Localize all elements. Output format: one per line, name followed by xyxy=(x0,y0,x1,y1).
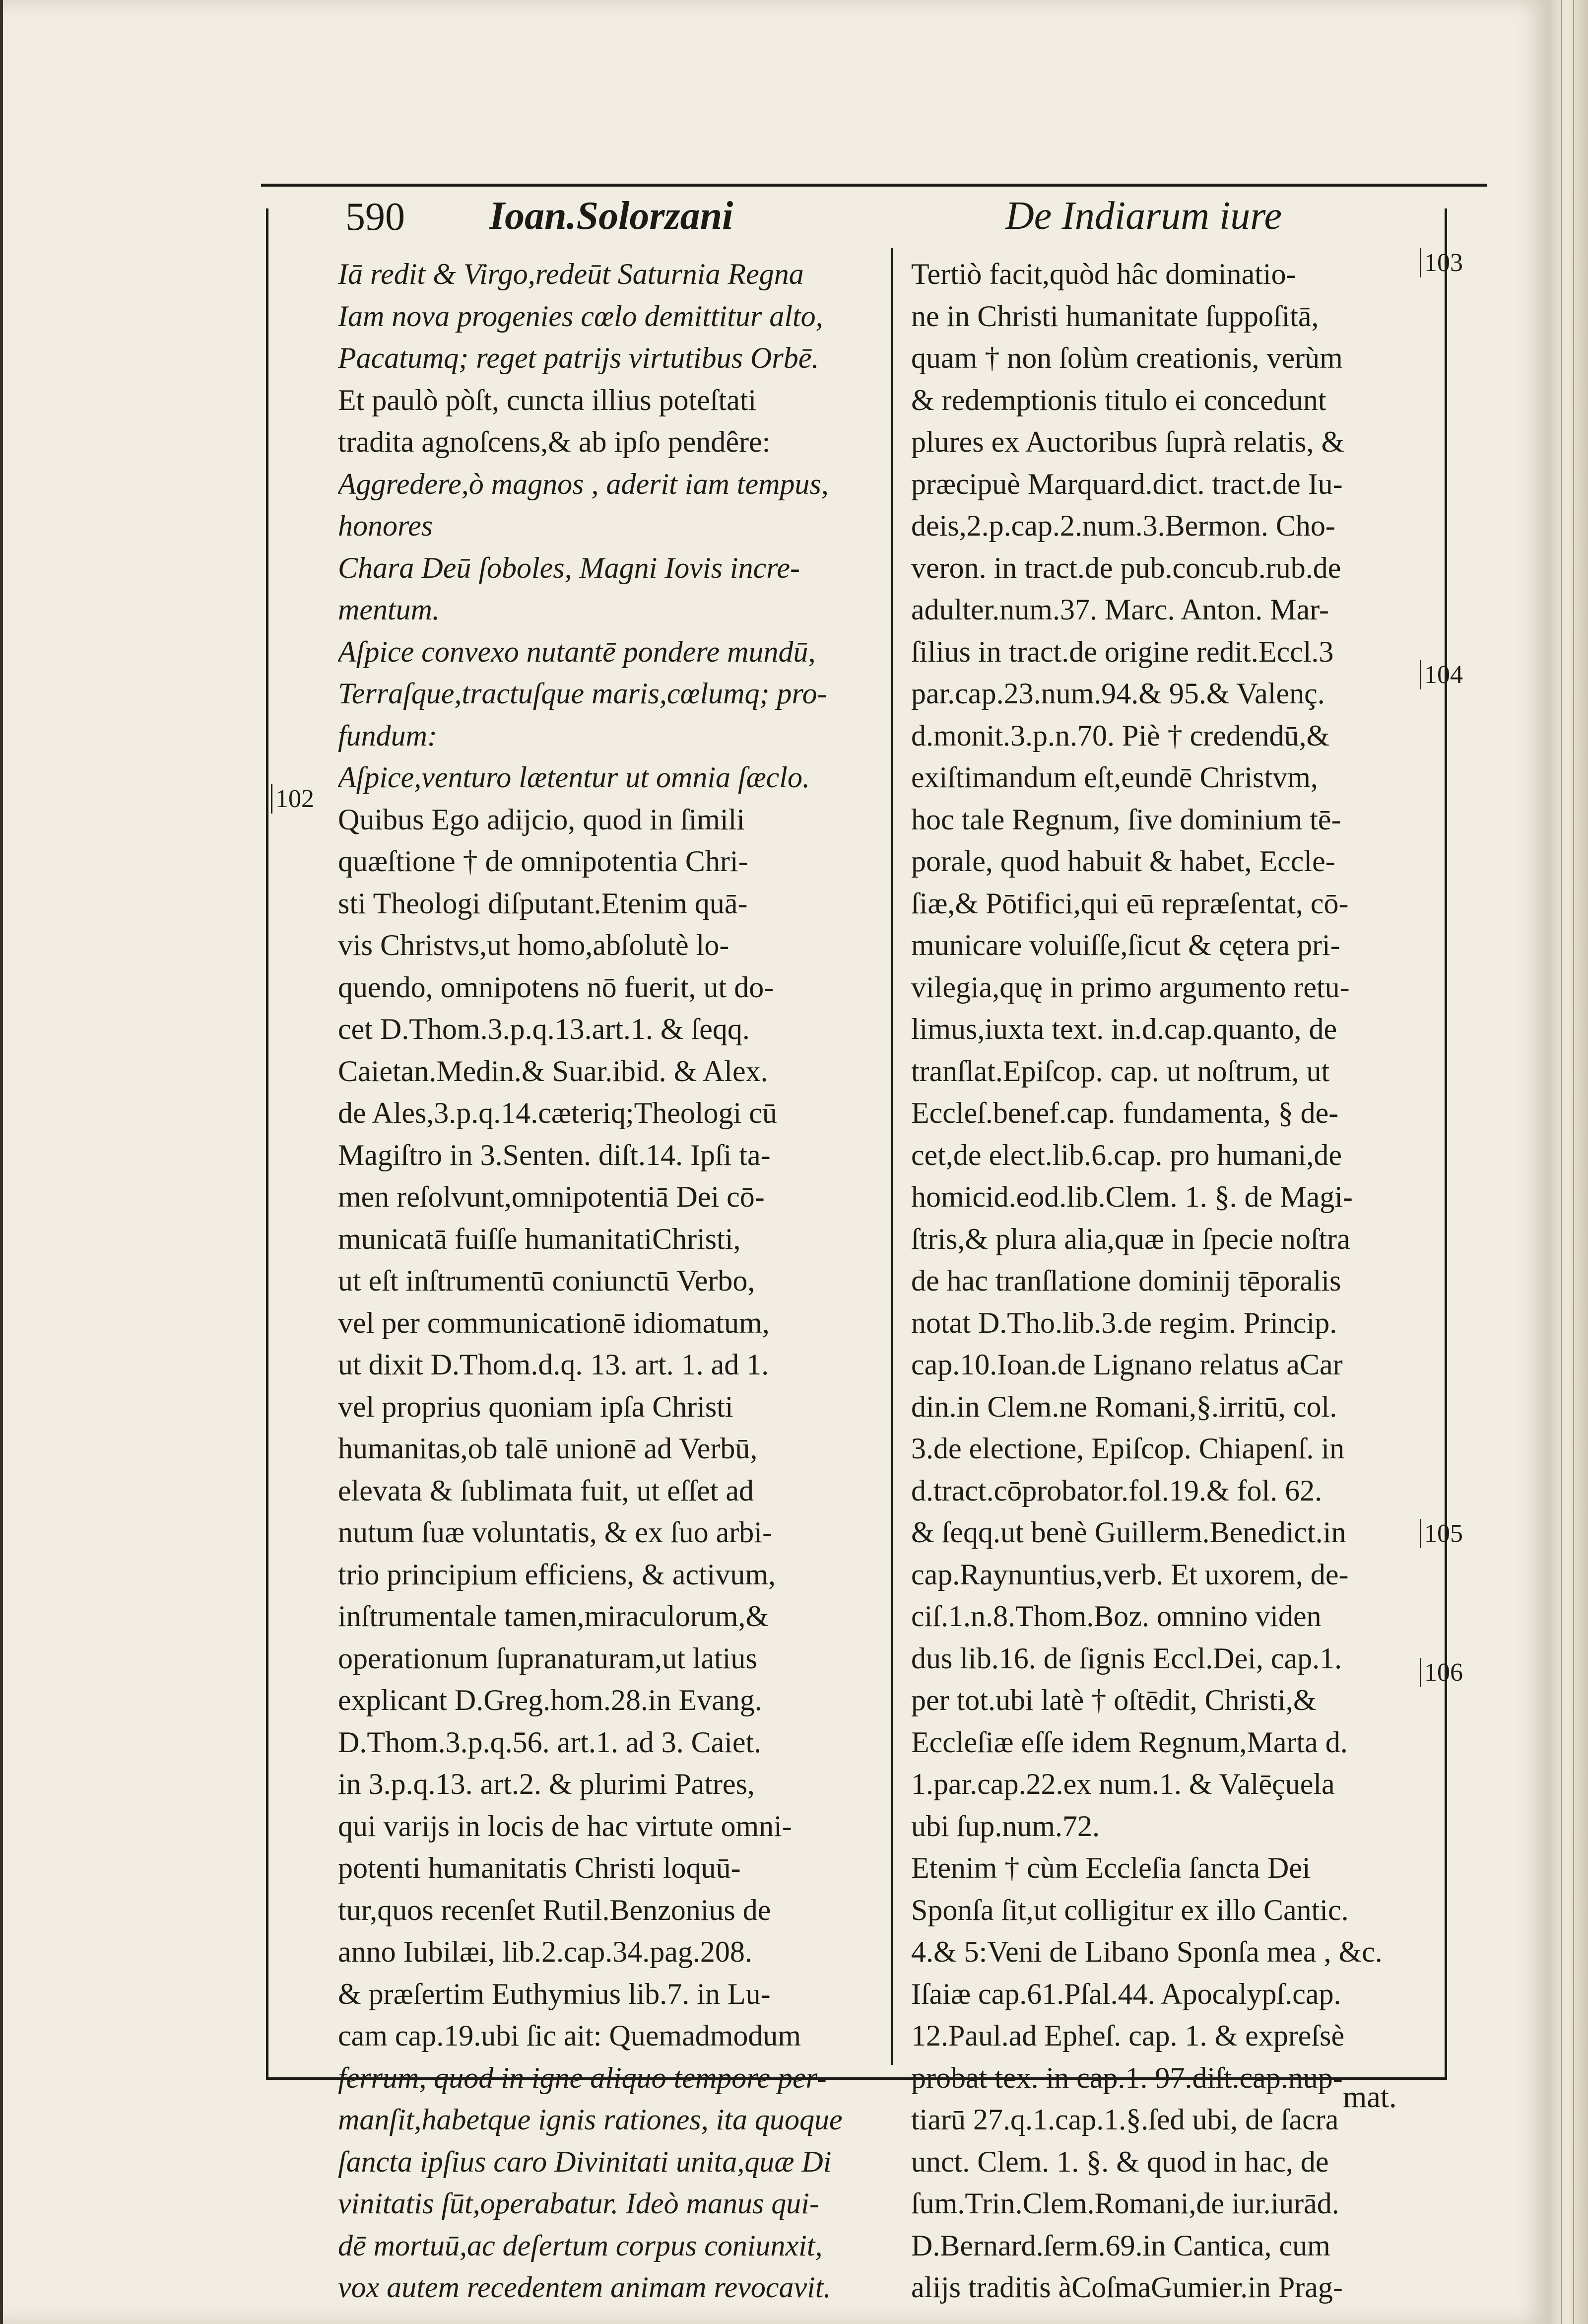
text-line: ferrum, quod in igne aliquo tempore per- xyxy=(338,2061,827,2094)
text-line: sti Theologi diſputant.Etenim quā- xyxy=(338,887,748,920)
text-line: tur,quos recenſet Rutil.Benzonius de xyxy=(338,1893,771,1926)
text-line: ſilius in tract.de origine redit.Eccl.3 xyxy=(911,635,1334,668)
text-line: de hac tranſlatione dominij tēporalis xyxy=(911,1264,1341,1297)
text-line: vis Christvs,ut homo,abſolutè lo- xyxy=(338,929,729,961)
text-line: & ſeqq.ut benè Guillerm.Benedict.in xyxy=(911,1516,1346,1549)
text-line: municatā fuiſſe humanitatiChristi, xyxy=(338,1222,741,1255)
running-author: Ioan.Solorzani xyxy=(489,194,733,238)
text-line: D.Bernard.ſerm.69.in Cantica, cum xyxy=(911,2229,1330,2262)
text-line: honores xyxy=(338,509,433,542)
text-line: d.tract.cōprobator.fol.19.& fol. 62. xyxy=(911,1474,1323,1507)
left-column xyxy=(338,253,899,2309)
text-line: Iſaiæ cap.61.Pſal.44. Apocalypſ.cap. xyxy=(911,1977,1341,2010)
text-line: deis,2.p.cap.2.num.3.Bermon. Cho- xyxy=(911,509,1335,542)
margin-number-106: 106 xyxy=(1420,1658,1466,1687)
right-column xyxy=(911,253,1472,2309)
text-line: Tertiò facit,quòd hâc dominatio- xyxy=(911,258,1296,290)
text-line: per tot.ubi latè † oſtēdit, Christi,& xyxy=(911,1684,1317,1716)
text-line: Etenim † cùm Eccleſia ſancta Dei xyxy=(911,1851,1311,1884)
text-line: elevata & ſublimata fuit, ut eſſet ad xyxy=(338,1474,754,1507)
text-line: qui varijs in locis de hac virtute omni- xyxy=(338,1809,792,1843)
text-line: municare voluiſſe,ſicut & cętera pri- xyxy=(911,929,1340,961)
text-line: explicant D.Greg.hom.28.in Evang. xyxy=(338,1684,762,1716)
text-line: limus,iuxta text. in.d.cap.quanto, de xyxy=(911,1013,1337,1045)
text-line: Terraſque,tractuſque maris,cœlumq; pro- xyxy=(338,677,827,710)
text-line: cap.10.Ioan.de Lignano relatus aCar xyxy=(911,1348,1343,1381)
margin-number-104: 104 xyxy=(1420,660,1466,689)
text-line: vilegia,quę in primo argumento retu- xyxy=(911,970,1350,1004)
text-line: vel proprius quoniam ipſa Christi xyxy=(338,1390,733,1423)
page-edges xyxy=(1551,0,1588,2324)
text-line: & redemptionis titulo ei concedunt xyxy=(911,383,1326,416)
text-line: par.cap.23.num.94.& 95.& Valenç. xyxy=(911,677,1325,710)
text-line: præcipuè Marquard.dict. tract.de Iu- xyxy=(911,467,1343,500)
text-line: notat D.Tho.lib.3.de regim. Princip. xyxy=(911,1306,1337,1339)
text-line: fundum: xyxy=(338,719,437,752)
text-line: in 3.p.q.13. art.2. & plurimi Patres, xyxy=(338,1768,755,1800)
text-line: alijs traditis àCoſmaGumier.in Prag- xyxy=(911,2271,1343,2304)
text-line: cam cap.19.ubi ſic ait: Quemadmodum xyxy=(338,2019,801,2052)
text-line: Magiſtro in 3.Senten. diſt.14. Ipſi ta- xyxy=(338,1138,771,1171)
text-line: dē mortuū,ac deſertum corpus coniunxit, xyxy=(338,2229,823,2262)
page-number: 590 xyxy=(345,195,405,239)
text-line: ſiæ,& Pōtifici,qui eū repræſentat, cō- xyxy=(911,887,1349,920)
text-line: tiarū 27.q.1.cap.1.§.ſed ubi, de ſacra xyxy=(911,2103,1339,2136)
text-line: ubi ſup.num.72. xyxy=(911,1809,1100,1843)
text-line: exiſtimandum eſt,eundē Christvm, xyxy=(911,761,1318,794)
text-line: probat tex. in cap.1. 97.diſt.cap.nup- xyxy=(911,2061,1343,2094)
text-line: quendo, omnipotens nō fuerit, ut do- xyxy=(338,970,774,1004)
text-line: Eccleſiæ eſſe idem Regnum,Marta d. xyxy=(911,1725,1348,1759)
text-line: ne in Christi humanitate ſuppoſitā, xyxy=(911,299,1319,333)
text-line: cap.Raynuntius,verb. Et uxorem, de- xyxy=(911,1558,1349,1591)
text-line: operationum ſupranaturam,ut latius xyxy=(338,1641,757,1675)
margin-number-102: 102 xyxy=(271,784,317,814)
text-line: d.monit.3.p.n.70. Piè † credendū,& xyxy=(911,719,1330,752)
text-line: trio principium efficiens, & activum, xyxy=(338,1558,776,1591)
text-line: Aſpice,venturo lætentur ut omnia ſæclo. xyxy=(338,761,810,794)
text-line: quæſtione † de omnipotentia Chri- xyxy=(338,845,748,878)
text-line: Pacatumq; reget patrijs virtutibus Orbē. xyxy=(338,342,819,374)
book-page xyxy=(3,0,1551,2324)
edge-line xyxy=(1573,0,1574,2324)
text-line: din.in Clem.ne Romani,§.irritū, col. xyxy=(911,1390,1337,1423)
text-line: quam † non ſolùm creationis, verùm xyxy=(911,342,1343,374)
text-line: anno Iubilæi, lib.2.cap.34.pag.208. xyxy=(338,1935,752,1968)
text-line: Sponſa ſit,ut colligitur ex illo Cantic. xyxy=(911,1893,1349,1926)
text-line: adulter.num.37. Marc. Anton. Mar- xyxy=(911,593,1329,626)
margin-number-105: 105 xyxy=(1420,1519,1466,1548)
text-line: 1.par.cap.22.ex num.1. & Valēçuela xyxy=(911,1768,1335,1800)
margin-number-103: 103 xyxy=(1420,248,1466,277)
running-title: De Indiarum iure xyxy=(1005,194,1282,238)
text-line: Eccleſ.benef.cap. fundamenta, § de- xyxy=(911,1096,1339,1129)
text-line: hoc tale Regnum, ſive dominium tē- xyxy=(911,803,1341,836)
text-line: D.Thom.3.p.q.56. art.1. ad 3. Caiet. xyxy=(338,1725,762,1759)
text-line: 3.de electione, Epiſcop. Chiapenſ. in xyxy=(911,1432,1345,1465)
text-line: Et paulò pòſt, cuncta illius poteſtati xyxy=(338,383,757,416)
text-line: ſtris,& plura alia,quæ in ſpecie noſtra xyxy=(911,1222,1350,1255)
text-line: ut dixit D.Thom.d.q. 13. art. 1. ad 1. xyxy=(338,1348,769,1381)
text-line: veron. in tract.de pub.concub.rub.de xyxy=(911,551,1341,584)
text-line: Aggredere,ò magnos , aderit iam tempus, xyxy=(338,467,829,500)
text-line: 12.Paul.ad Epheſ. cap. 1. & expreſsè xyxy=(911,2019,1345,2052)
text-line: homicid.eod.lib.Clem. 1. §. de Magi- xyxy=(911,1180,1353,1213)
text-line: porale, quod habuit & habet, Eccle- xyxy=(911,845,1335,878)
edge-line xyxy=(1561,0,1562,2324)
text-line: ut eſt inſtrumentū coniunctū Verbo, xyxy=(338,1264,755,1297)
text-line: vox autem recedentem animam revocavit. xyxy=(338,2271,831,2304)
text-line: dus lib.16. de ſignis Eccl.Dei, cap.1. xyxy=(911,1641,1342,1675)
text-line: vel per communicationē idiomatum, xyxy=(338,1306,770,1339)
text-line: unct. Clem. 1. §. & quod in hac, de xyxy=(911,2145,1329,2178)
text-line: de Ales,3.p.q.14.cæteriq;Theologi cū xyxy=(338,1096,777,1129)
text-line: Quibus Ego adijcio, quod in ſimili xyxy=(338,803,745,836)
text-line: Caietan.Medin.& Suar.ibid. & Alex. xyxy=(338,1054,768,1088)
text-line: & præſertim Euthymius lib.7. in Lu- xyxy=(338,1977,771,2010)
text-line: tradita agnoſcens,& ab ipſo pendêre: xyxy=(338,425,771,458)
text-line: Aſpice convexo nutantē pondere mundū, xyxy=(338,635,816,668)
text-line: Iā redit & Virgo,redeūt Saturnia Regna xyxy=(338,258,804,290)
text-line: Iam nova progenies cœlo demittitur alto, xyxy=(338,299,823,333)
header-rule xyxy=(261,184,1487,187)
text-line: ſancta ipſius caro Divinitati unita,quæ Di xyxy=(338,2145,832,2178)
text-line: inſtrumentale tamen,miraculorum,& xyxy=(338,1600,769,1633)
text-line: ciſ.1.n.8.Thom.Boz. omnino viden xyxy=(911,1600,1322,1633)
catchword: mat. xyxy=(1343,2080,1397,2114)
text-line: Chara Deū ſoboles, Magni Iovis incre- xyxy=(338,551,800,584)
text-line: men reſolvunt,omnipotentiā Dei cō- xyxy=(338,1180,765,1213)
text-line: tranſlat.Epiſcop. cap. ut noſtrum, ut xyxy=(911,1054,1330,1088)
text-line: 4.& 5:Veni de Libano Sponſa mea , &c. xyxy=(911,1935,1383,1968)
text-line: mentum. xyxy=(338,593,440,626)
text-line: humanitas,ob talē unionē ad Verbū, xyxy=(338,1432,758,1465)
text-line: plures ex Auctoribus ſuprà relatis, & xyxy=(911,425,1345,458)
text-line: manſit,habetque ignis rationes, ita quoque xyxy=(338,2103,843,2136)
text-line: vinitatis ſūt,operabatur. Ideò manus qui- xyxy=(338,2187,819,2220)
text-line: nutum ſuæ voluntatis, & ex ſuo arbi- xyxy=(338,1516,772,1549)
text-line: potenti humanitatis Christi loquū- xyxy=(338,1851,741,1884)
text-line: cet D.Thom.3.p.q.13.art.1. & ſeqq. xyxy=(338,1013,750,1045)
text-line: ſum.Trin.Clem.Romani,de iur.iurād. xyxy=(911,2187,1339,2220)
text-line: cet,de elect.lib.6.cap. pro humani,de xyxy=(911,1138,1342,1171)
